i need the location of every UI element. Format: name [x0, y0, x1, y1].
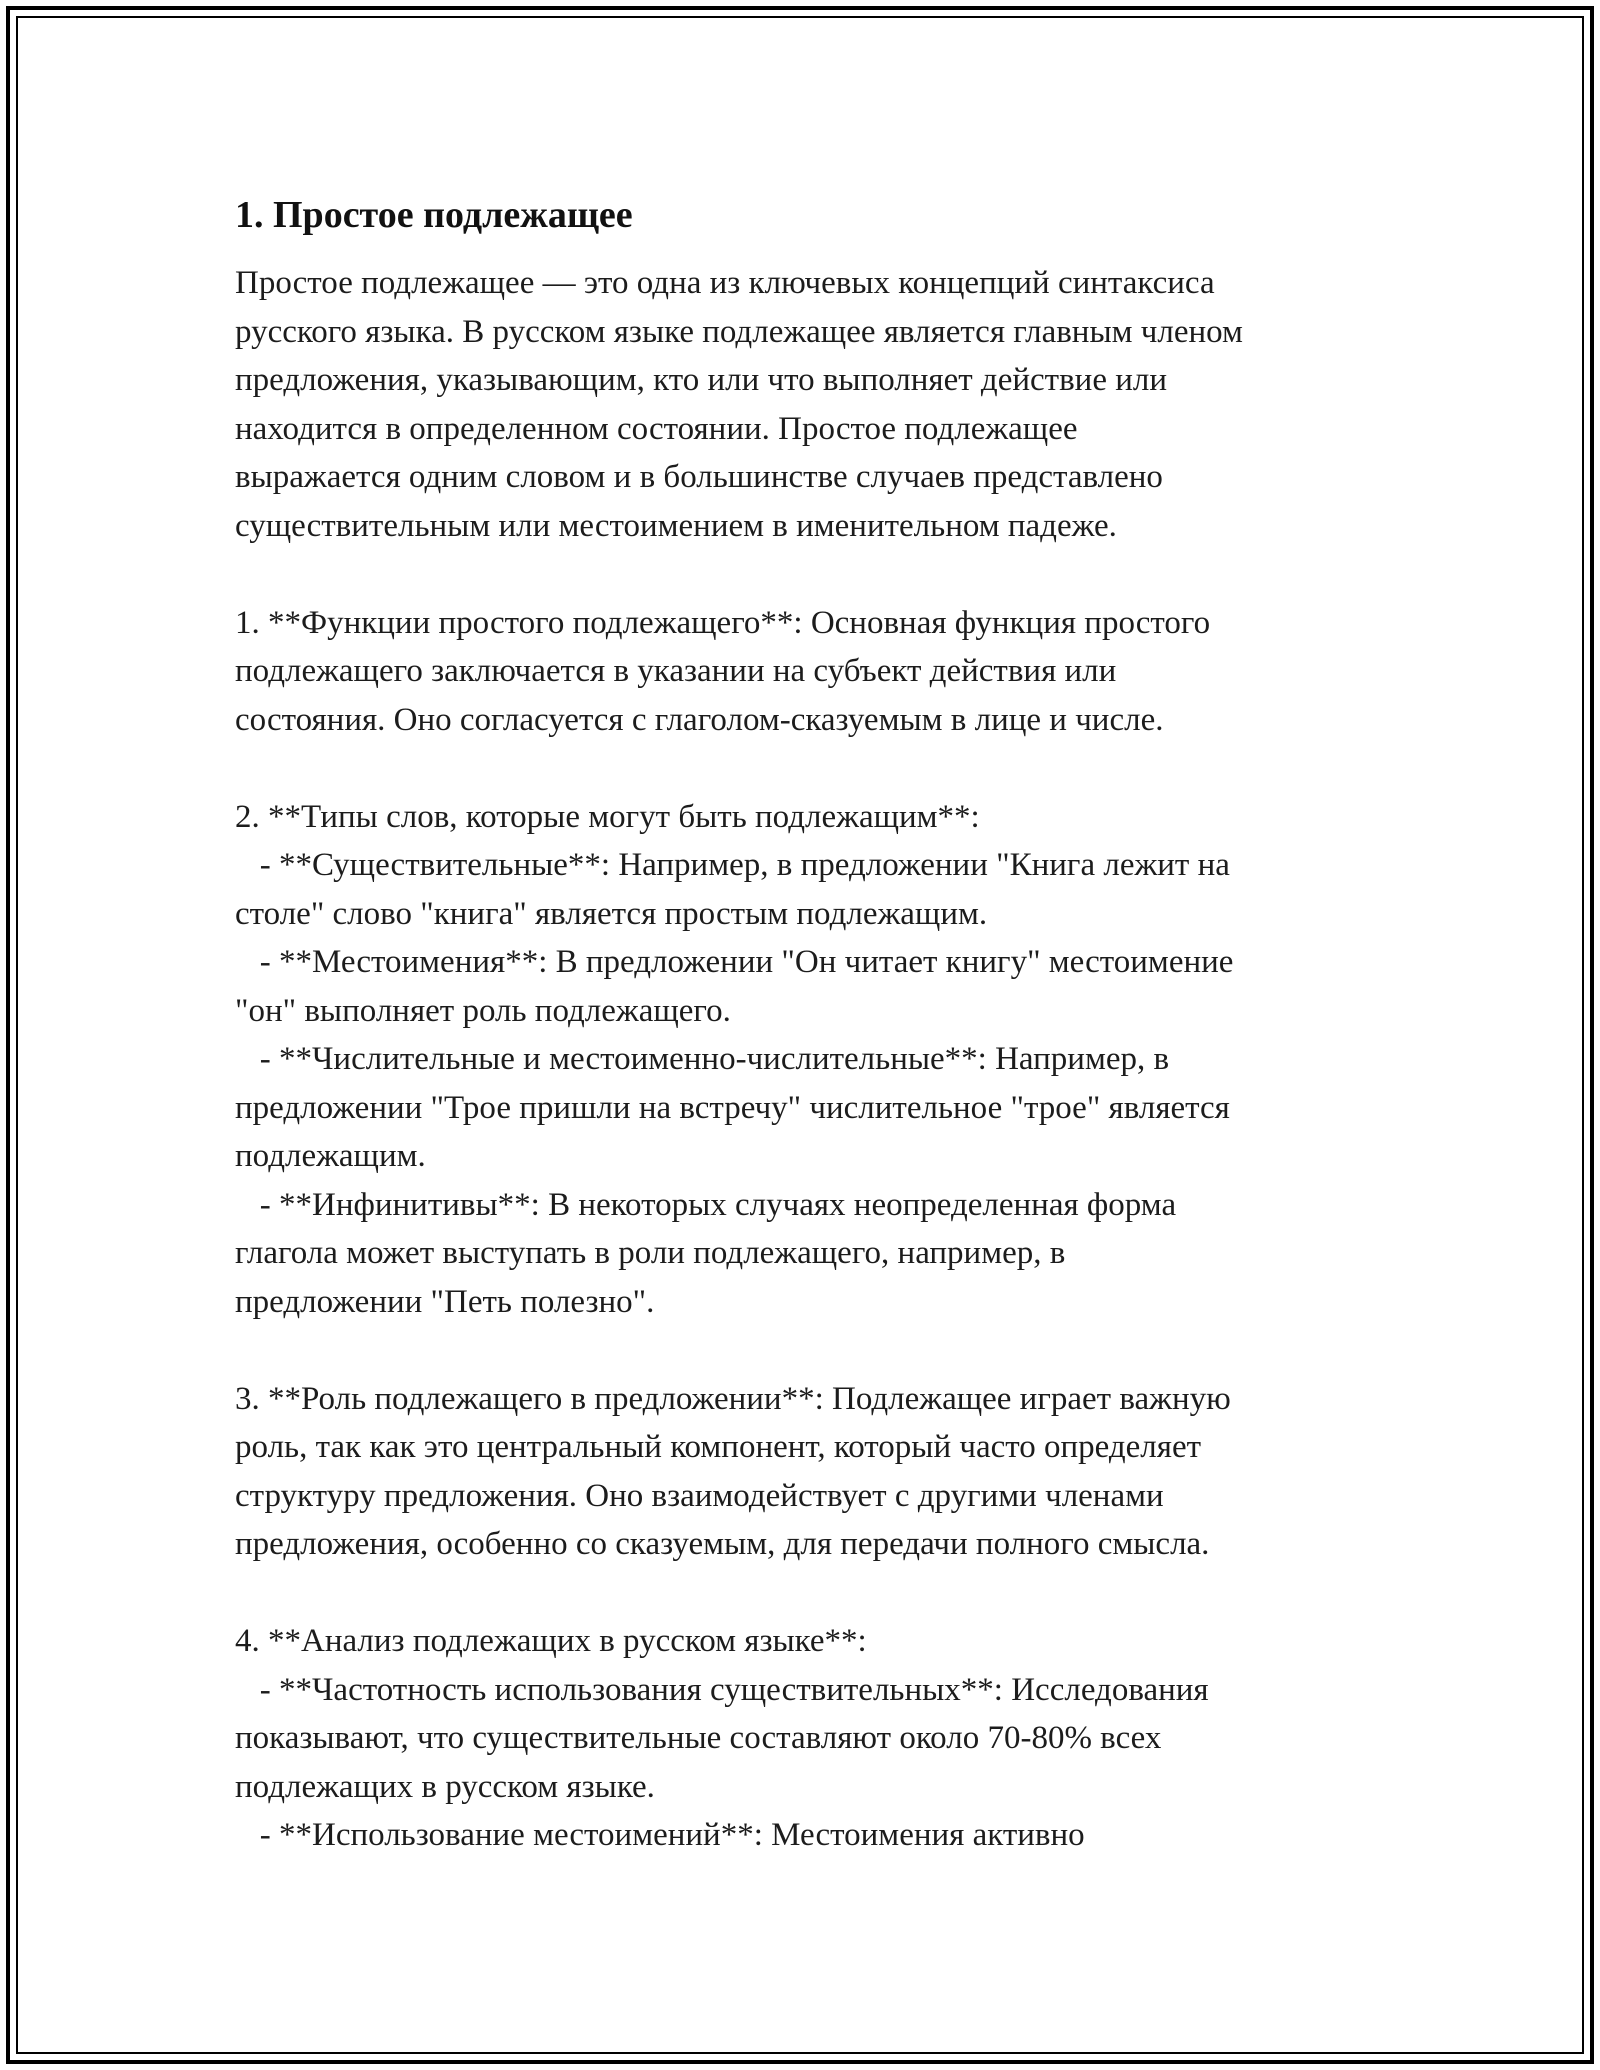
list-item-functions: 1. **Функции простого подлежащего**: Основная функция простого подлежащего заключается в указании на субъект действия или состояния. Оно согласуется с глаголом-сказуемым в лице и числе.: [235, 604, 1211, 738]
section-heading: 1. Простое подлежащее: [235, 194, 633, 236]
paragraph-gap: [235, 744, 1395, 793]
paragraph-gap: [235, 550, 1395, 599]
paragraph-gap: [235, 1326, 1395, 1375]
document-body: [235, 185, 1395, 1860]
list-item-word-types: 2. **Типы слов, которые могут быть подлежащим**: - **Существительные**: Например, в предложении "Книга лежит на столе" слово "книга" является простым подлежащим. - **Местоимения**: В предложении "Он читает книгу" местоимение "он" выполняет роль подлежащего. - **Числительные и местоименно-числительные**: Например, в предложении "Трое пришли на встречу" числительное "трое" является подлежащим. - **Инфинитивы**: В некоторых случаях неопределенная форма глагола может выступать в роли подлежащего, например, в предложении "Петь полезно".: [235, 798, 1234, 1320]
paragraph-gap: [235, 1569, 1395, 1618]
list-item-analysis: 4. **Анализ подлежащих в русском языке**: - **Частотность использования существительных**: Исследования показывают, что существительные составляют около 70-80% всех подлежащих в русском языке. - **Использование местоимений**: Местоимения активно: [235, 1623, 1209, 1853]
list-item-role: 3. **Роль подлежащего в предложении**: Подлежащее играет важную роль, так как это центральный компонент, который часто определяет структуру предложения. Оно взаимодействует с другими членами предложения, особенно со сказуемым, для передачи полного смысла.: [235, 1380, 1231, 1562]
intro-paragraph: Простое подлежащее — это одна из ключевых концепций синтаксиса русского языка. В русском языке подлежащее является главным членом предложения, указывающим, кто или что выполняет действие или находится в определенном состоянии. Простое подлежащее выражается одним словом и в большинстве случаев представлено существительным или местоимением в именительном падеже.: [235, 265, 1243, 544]
